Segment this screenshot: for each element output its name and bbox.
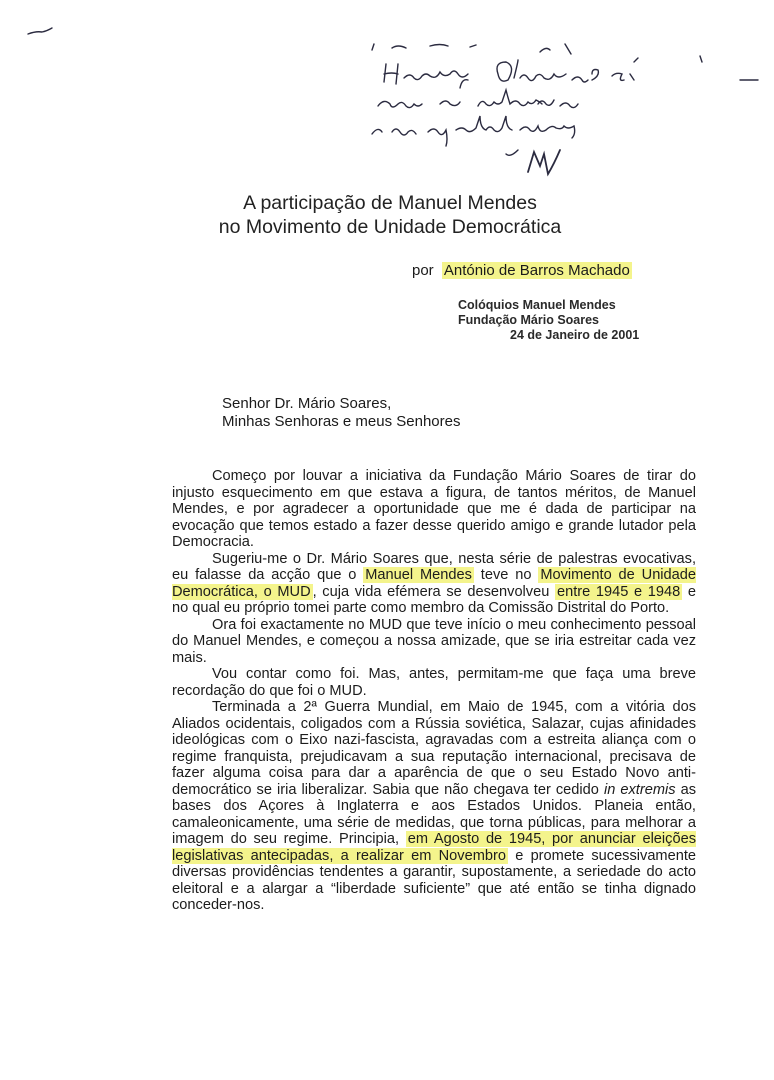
body-text xyxy=(172,468,696,914)
italic-in-extremis: in extremis xyxy=(603,781,676,798)
paragraph-2: Sugeriu-me o Dr. Mário Soares que, nesta série de palestras evocativas, eu falasse da acção que o Manuel Mendes teve no Movimento de Unidade Democrática, o MUD , cuja vida efémera se desenvolveu entre 1945 e 1948 e no qual eu próprio tomei parte como membro da Comissão Distrital do Porto. xyxy=(172,550,697,616)
document-title-line-1: A participação de Manuel Mendes xyxy=(243,192,537,214)
author-prefix: por xyxy=(412,262,434,279)
author-line xyxy=(412,262,632,279)
author-name: António de Barros Machado xyxy=(443,262,630,279)
salutation-line-1: Senhor Dr. Mário Soares, xyxy=(222,395,392,412)
highlight-manuel-mendes: Manuel Mendes xyxy=(365,567,472,583)
highlight-dates: entre 1945 e 1948 xyxy=(556,583,681,600)
document-date: 24 de Janeiro de 2001 xyxy=(510,328,640,342)
highlight-elections: em Agosto de 1945, por anunciar eleições legislativas antecipadas, a realizar em Novembro xyxy=(172,831,696,864)
paragraph-3: Ora foi exactamente no MUD que teve início o meu conhecimento pessoal do Manuel Mendes, e começou a nossa amizade, que se iria estreitar cada vez mais. xyxy=(172,616,696,666)
salutation-line-2: Minhas Senhoras e meus Senhores xyxy=(222,413,461,430)
institution-name: Fundação Mário Soares xyxy=(458,313,600,327)
event-name: Colóquios Manuel Mendes xyxy=(458,298,616,312)
document-title-line-2: no Movimento de Unidade Democrática xyxy=(218,216,562,238)
paragraph-5: Terminada a 2ª Guerra Mundial, em Maio de 1945, com a vitória dos Aliados ocidentais, coligados com a Rússia soviética, Salazar, cujas afinidades ideológicas com o Eixo nazi-fascista, agravadas com a estreita aliança com o regime franquista, prejudicavam a sua reputação internacional, precisava de fazer alguma coisa para dar a aparência de que o seu Estado Novo anti-democrático se iria liberalizar. Sabia que não chegava ter cedido in extremis as bases dos Açores à Inglaterra e aos Estados Unidos. Planeia então, camaleonicamente, uma série de medidas, que torna públicas, para melhorar a imagem do seu regime. Principia, em Agosto de 1945, por anunciar eleições legislativas antecipadas, a realizar em Novembro e promete sucessivamente diversas providências tendentes a garantir, supostamente, a seriedade do acto eleitoral e a alargar a “liberdade suficiente” que até então se tinha dignado conceder-nos. xyxy=(172,699,697,913)
paragraph-4: Vou contar como foi. Mas, antes, permitam-me que faça uma breve recordação do que foi o MUD. xyxy=(172,666,696,699)
handwritten-dedication xyxy=(0,0,774,190)
paragraph-1: Começo por louvar a iniciativa da Fundação Mário Soares de tirar do injusto esquecimento em que estava a figura, de tantos méritos, de Manuel Mendes, e por agradecer a oportunidade que me é dada de participar na evocação que temos estado a fazer desse querido amigo e grande lutador pela Democracia. xyxy=(172,468,696,550)
highlight-mud: Movimento de Unidade Democrática, o MUD xyxy=(172,567,697,600)
